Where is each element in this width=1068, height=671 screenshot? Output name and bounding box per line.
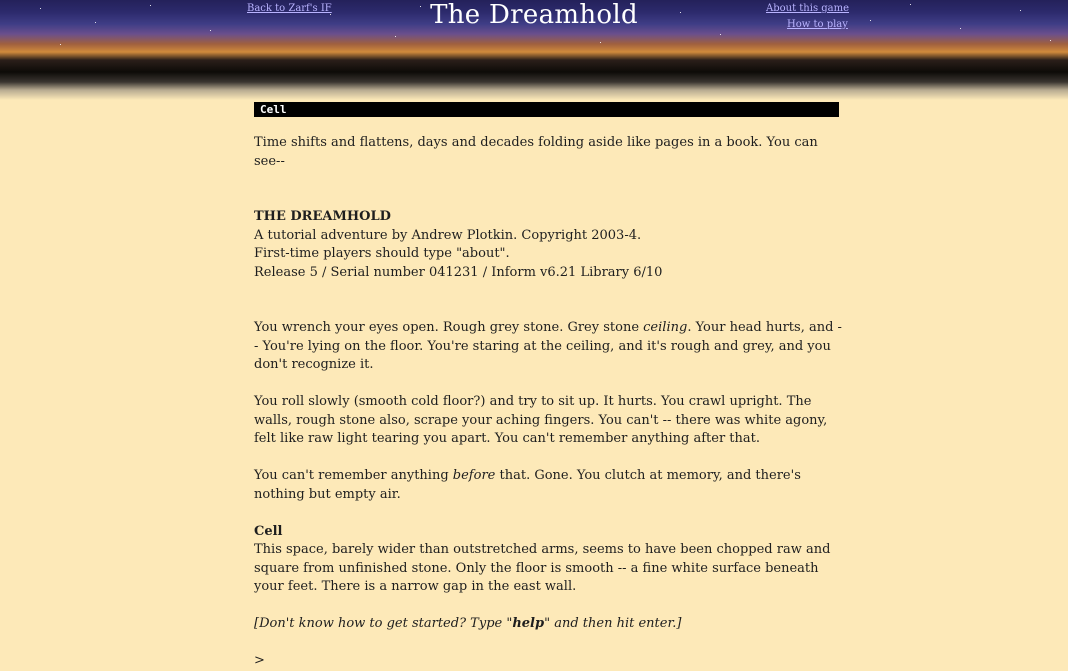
about-this-game-link[interactable]: About this game — [766, 3, 850, 14]
story-paragraph-3: You can't remember anything before that. Gone. You clutch at memory, and there's nothing but empty air. — [254, 468, 801, 502]
intro-text: Time shifts and flattens, days and decades folding aside like pages in a book. You can see-- — [254, 135, 818, 169]
how-to-play-link[interactable]: How to play — [787, 19, 848, 30]
room-description: This space, barely wider than outstretched arms, seems to have been chopped raw and square from unfinished stone. Only the floor is smooth -- a fine white surface beneath your feet. There is a narrow gap in the east wall. — [254, 542, 831, 594]
status-bar — [254, 102, 839, 117]
story-paragraph-1: You wrench your eyes open. Rough grey stone. Grey stone ceiling. Your head hurts, and -- You're lying on the floor. You're staring at the ceiling, and it's rough and grey, and you don't recognize it. — [254, 320, 842, 372]
story-paragraph-2: You roll slowly (smooth cold floor?) and try to sit up. It hurts. You crawl upright. The walls, rough stone also, scrape your aching fingers. You can't -- there was white agony, felt like raw light tearing you apart. You can't remember anything after that. — [254, 394, 828, 446]
hint-text: [Don't know how to get started? Type "help" and then hit enter.] — [254, 616, 682, 631]
banner — [0, 0, 1068, 104]
back-to-zarfs-if-link[interactable]: Back to Zarf's IF — [247, 3, 332, 14]
command-prompt[interactable]: > — [254, 653, 265, 668]
page-title: The Dreamhold — [430, 0, 638, 30]
game-subtitle: A tutorial adventure by Andrew Plotkin. Copyright 2003-4. — [254, 227, 642, 243]
room-name: Cell — [254, 523, 283, 539]
game-title: THE DREAMHOLD — [254, 209, 391, 224]
release-info: Release 5 / Serial number 041231 / Inform v6.21 Library 6/10 — [254, 264, 663, 280]
status-location: Cell — [260, 103, 287, 116]
first-time-note: First-time players should type "about". — [254, 246, 510, 261]
story-window — [254, 134, 844, 671]
